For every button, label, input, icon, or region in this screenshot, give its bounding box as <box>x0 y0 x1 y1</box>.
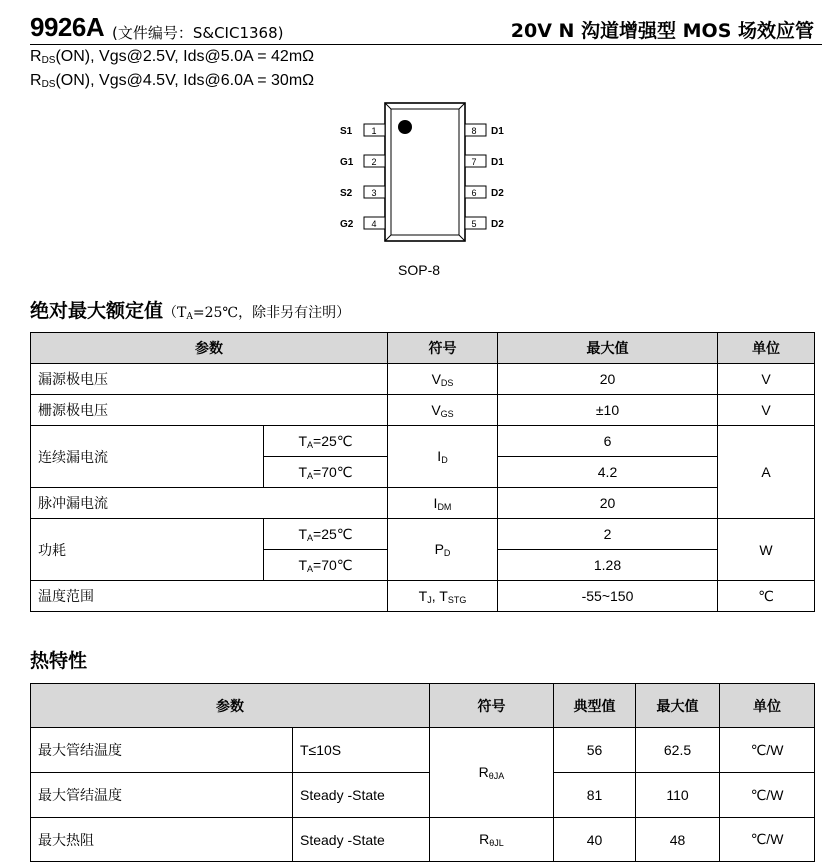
rds-spec-1: $R_{DS}(ON)$, Vgs@2.5V, Ids@5.0A = 42mΩ <box>30 48 315 66</box>
svg-text:S2: S2 <box>340 188 353 199</box>
svg-text:8: 8 <box>471 126 477 136</box>
svg-text:G2: G2 <box>340 219 354 230</box>
header-unit: 单位 <box>718 333 815 364</box>
header-param: 参数 <box>31 333 388 364</box>
right-pins <box>465 124 504 230</box>
pin-1 <box>340 124 385 137</box>
svg-text:D1: D1 <box>491 126 504 137</box>
svg-text:D2: D2 <box>491 188 504 199</box>
svg-text:1: 1 <box>371 126 377 136</box>
table-row: 栅源极电压 $V_{GS}$ ±10 V <box>31 395 815 426</box>
pin-8 <box>465 124 504 137</box>
pin-4 <box>340 217 385 230</box>
table-row: 脉冲漏电流 $I_{DM}$ 20 <box>31 488 815 519</box>
abs-max-note: （$T_A=25℃$，除非另有注明） <box>163 305 351 322</box>
svg-text:4: 4 <box>371 219 377 229</box>
pin1-dot-icon <box>398 120 412 134</box>
thermal-header-param: 参数 <box>31 684 430 728</box>
thermal-header-typ: 典型值 <box>554 684 636 728</box>
page-title: 20V N 沟道增强型 MOS 场效应管 <box>510 20 814 42</box>
table-row: $T_A=70℃$ 1.28 <box>31 550 815 581</box>
page-header <box>30 10 822 45</box>
svg-text:G1: G1 <box>340 157 354 168</box>
svg-text:D1: D1 <box>491 157 504 168</box>
thermal-header-max: 最大值 <box>636 684 720 728</box>
package-caption: SOP-8 <box>398 262 441 278</box>
abs-max-title: 绝对最大额定值（$T_A=25℃$，除非另有注明） <box>30 300 351 322</box>
svg-text:S1: S1 <box>340 126 353 137</box>
left-pins <box>340 124 385 230</box>
table-row: $T_A=70℃$ 4.2 <box>31 457 815 488</box>
table-row: 最大管结温度 T≤10S $R_{\theta JA}$ 56 62.5 ℃/W <box>31 728 815 773</box>
sop8-package-diagram <box>330 100 520 270</box>
doc-number: (文件编号：S&CIC1368) <box>112 24 284 42</box>
pin-2 <box>340 155 385 168</box>
table-row: 温度范围 $T_J$, $T_{STG}$ -55~150 ℃ <box>31 581 815 612</box>
pin-5 <box>465 217 504 230</box>
svg-text:D2: D2 <box>491 219 504 230</box>
table-row: 漏源极电压 $V_{DS}$ 20 V <box>31 364 815 395</box>
table-row: 功耗 $T_A=25℃$ $P_D$ 2 W <box>31 519 815 550</box>
svg-text:7: 7 <box>471 157 477 167</box>
svg-text:2: 2 <box>371 157 377 167</box>
abs-max-table <box>30 332 815 612</box>
header-symbol: 符号 <box>388 333 498 364</box>
rds-spec-2: $R_{DS}(ON)$, Vgs@4.5V, Ids@6.0A = 30mΩ <box>30 72 315 90</box>
table-row: 最大热阻 Steady -State $R_{\theta JL}$ 40 48 ℃/W <box>31 818 815 862</box>
thermal-table <box>30 683 815 862</box>
part-number: 9926A <box>30 12 105 42</box>
pin-7 <box>465 155 504 168</box>
svg-text:3: 3 <box>371 188 377 198</box>
table-row: 连续漏电流 $T_A=25℃$ $I_D$ 6 A <box>31 426 815 457</box>
thermal-header-unit: 单位 <box>720 684 815 728</box>
svg-text:5: 5 <box>471 219 477 229</box>
pin-6 <box>465 186 504 199</box>
thermal-header-symbol: 符号 <box>430 684 554 728</box>
pin-3 <box>340 186 385 199</box>
header-max: 最大值 <box>498 333 718 364</box>
table-row: 最大管结温度 Steady -State 81 110 ℃/W <box>31 773 815 818</box>
thermal-title: 热特性 <box>30 650 88 672</box>
svg-text:6: 6 <box>471 188 477 198</box>
